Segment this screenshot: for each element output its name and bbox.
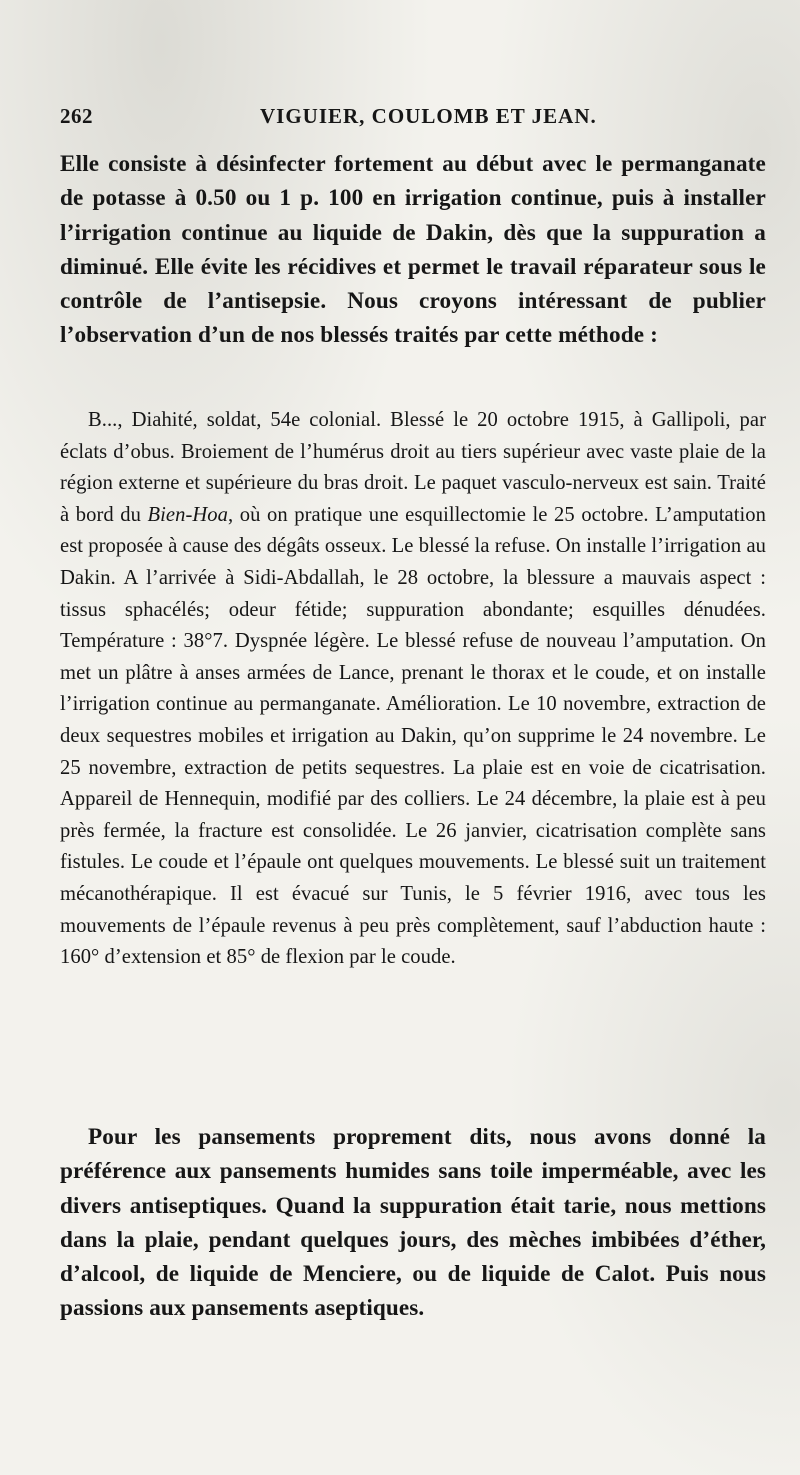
dressing-paragraph: Pour les pansements proprement dits, nous avons donné la préférence aux pansements humides sans toile imperméable, avec les divers antiseptiques. Quand la suppuration était tarie, nous mettions dans la plaie, pendant quelques jours, des mèches imbibées d’éther, d’alcool, de liquide de Menciere, ou de liquide de Calot. Puis nous passions aux pansements aseptiques. xyxy=(60,1124,766,1322)
case-text-part-2: , où on pratique une esquillectomie le 25 octobre. L’amputation est proposée à cause des dégâts osseux. Le blessé la refuse. On installe l’irrigation au Dakin. A l’arrivée à Sidi-Abdallah, le 28 octobre, la blessure a mauvais aspect : tissus sphacélés; odeur fétide; suppuration abondante; esquilles dénudées. Température : 38°7. Dyspnée légère. Le blessé refuse de nouveau l’amputation. On met un plâtre à anses armées de Lance, prenant le thorax et le coude, et on installe l’irrigation continue au permanganate. Amélioration. Le 10 novembre, extraction de deux sequestres mobiles et irrigation au Dakin, qu’on supprime le 24 novembre. Le 25 novembre, extraction de petits sequestres. La plaie est en voie de cicatrisation. Appareil de Hennequin, modifié par des colliers. Le 24 décembre, la plaie est à peu près fermée, la fracture est consolidée. Le 26 janvier, cicatrisation complète sans fistules. Le coude et l’épaule ont quelques mouvements. Le blessé suit un traitement mécanothérapique. Il est évacué sur Tunis, le 5 février 1916, avec tous les mouvements de l’épaule revenus à peu près complètement, sauf l’abduction haute : 160° d’extension et 85° de flexion par le coude. xyxy=(60,503,766,969)
case-observation-paragraph xyxy=(60,405,766,974)
page-header xyxy=(60,104,740,134)
page-number: 262 xyxy=(60,104,93,128)
intro-paragraph: Elle consiste à désinfecter fortement au début avec le permanganate de potasse à 0.50 ou 1 p. 100 en irrigation continue, puis à installer l’irrigation continue au liquide de Dakin, dès que la suppuration a diminué. Elle évite les récidives et permet le travail réparateur sous le contrôle de l’antisepsie. Nous croyons intéressant de publier l’observation d’un de nos blessés traités par cette méthode : xyxy=(60,151,766,349)
ship-name: Bien-Hoa xyxy=(147,503,228,526)
case-text-part-1: B..., Diahité, soldat, 54e colonial. Blessé le 20 octobre 1915, à Gallipoli, par éclats d’obus. Broiement de l’humérus droit au tiers supérieur avec vaste plaie de la région externe et supérieure du bras droit. Le paquet vasculo-nerveux est sain. Traité à bord du xyxy=(60,409,766,526)
running-head: VIGUIER, COULOMB ET JEAN. xyxy=(260,104,597,128)
